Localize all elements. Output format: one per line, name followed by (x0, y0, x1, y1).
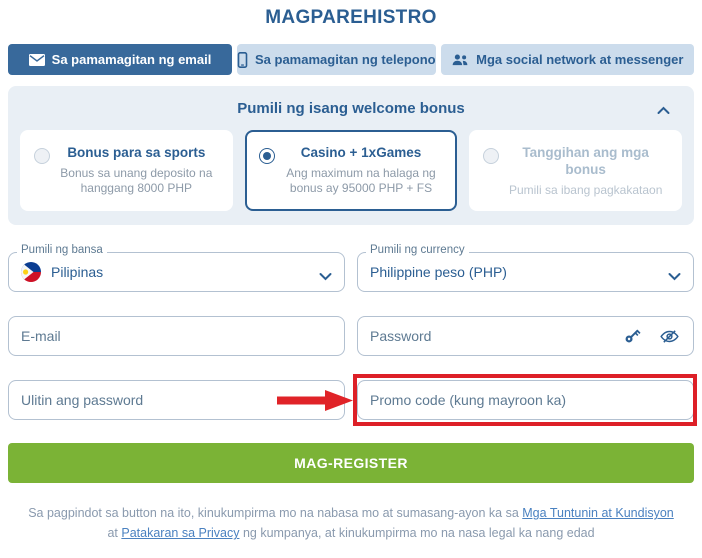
disclaimer-text: ng kumpanya, at kinukumpirma mo na nasa legal ka nang edad (239, 526, 595, 541)
repeat-password-input[interactable] (8, 380, 345, 420)
bonus-panel-title: Pumili ng isang welcome bonus (237, 100, 465, 117)
currency-value: Philippine peso (PHP) (370, 264, 507, 281)
page-title: MAGPAREHISTRO (265, 7, 437, 28)
philippines-flag-icon (21, 262, 41, 282)
bonus-option-title: Casino + 1xGames (300, 145, 422, 160)
key-icon[interactable] (622, 326, 642, 351)
tab-label: Sa pamamagitan ng email (51, 52, 212, 67)
tab-social-networks[interactable] (441, 44, 694, 75)
promo-code-input[interactable] (357, 380, 694, 420)
repeat-promo-row (8, 380, 694, 420)
country-currency-row (8, 244, 694, 292)
bonus-option-title: Tanggihan ang mga bonus (522, 145, 649, 177)
bonus-option-title: Bonus para sa sports (67, 145, 206, 160)
tab-label: Sa pamamagitan ng telepono (255, 52, 436, 67)
radio-unchecked[interactable] (483, 148, 499, 164)
terms-disclaimer (26, 503, 676, 543)
currency-field (357, 244, 694, 292)
radio-unchecked[interactable] (34, 148, 50, 164)
radio-checked[interactable] (259, 148, 275, 164)
country-field (8, 244, 345, 292)
bonus-option-subtitle: Bonus sa unang deposito na hanggang 8000 PHP (60, 165, 213, 196)
disclaimer-text: at (107, 526, 122, 541)
email-input[interactable] (8, 316, 345, 356)
email-field (8, 316, 345, 356)
bonus-panel-header (20, 96, 682, 119)
envelope-icon (29, 54, 45, 66)
repeat-password-field (8, 380, 345, 420)
phone-icon (237, 52, 248, 68)
bonus-option-subtitle: Pumili sa ibang pagkakataon (508, 182, 663, 197)
chevron-up-icon[interactable] (657, 102, 670, 119)
password-input[interactable] (357, 316, 694, 356)
tab-by-phone[interactable] (237, 44, 436, 75)
promo-code-field (357, 380, 694, 420)
bonus-options (20, 130, 682, 211)
tab-by-email[interactable] (8, 44, 232, 75)
users-icon (451, 53, 469, 66)
password-field (357, 316, 694, 356)
tab-label: Mga social network at messenger (476, 52, 684, 67)
country-value: Pilipinas (51, 264, 104, 281)
currency-select[interactable] (357, 252, 694, 292)
country-select[interactable] (8, 252, 345, 292)
eye-slash-icon[interactable] (659, 326, 680, 352)
register-button[interactable]: MAG-REGISTER (8, 443, 694, 483)
bonus-option-casino[interactable] (245, 130, 458, 211)
bonus-option-sports[interactable] (20, 130, 233, 211)
chevron-down-icon (319, 268, 332, 286)
disclaimer-text: Sa pagpindot sa button na ito, kinukumpirma mo na nabasa mo at sumasang-ayon ka sa (28, 506, 523, 521)
registration-tabs (8, 44, 694, 75)
welcome-bonus-panel (8, 86, 694, 225)
email-password-row (8, 316, 694, 356)
bonus-option-subtitle: Ang maximum na halaga ng bonus ay 95000 PHP + FS (286, 165, 436, 196)
terms-link[interactable]: Mga Tuntunin at Kundisyon (522, 506, 674, 521)
chevron-down-icon (668, 268, 681, 286)
currency-label: Pumili ng currency (366, 244, 469, 256)
privacy-link[interactable]: Patakaran sa Privacy (121, 526, 240, 541)
bonus-option-refuse[interactable] (469, 130, 682, 211)
country-label: Pumili ng bansa (17, 244, 107, 256)
